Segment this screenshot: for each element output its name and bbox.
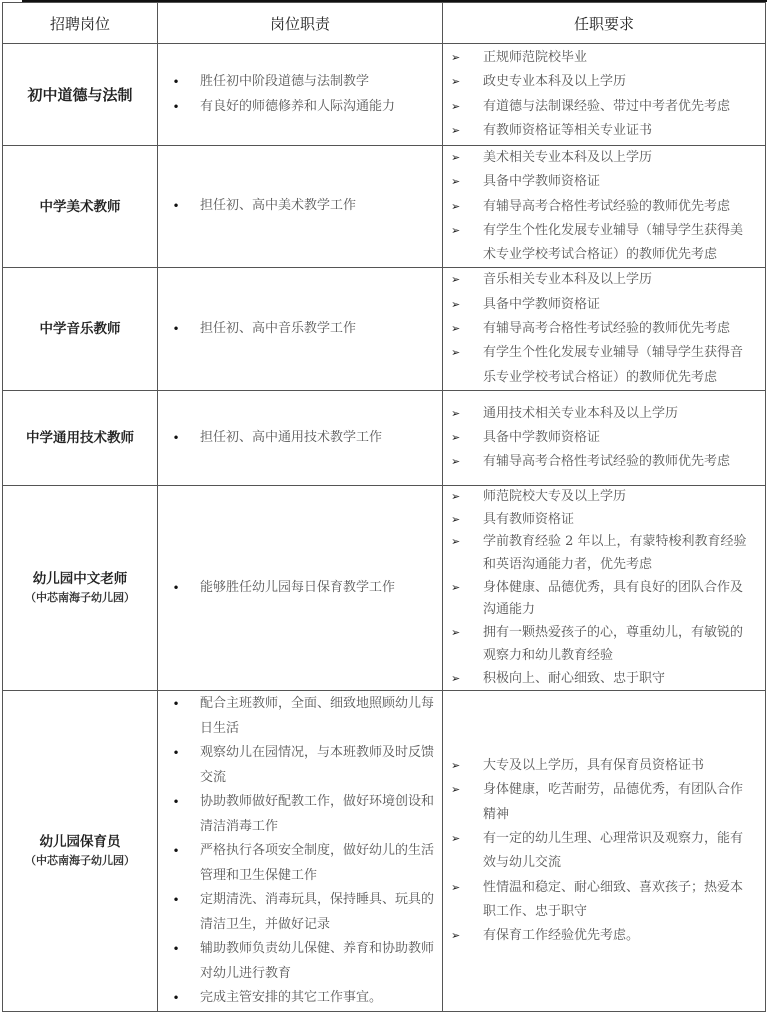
duty-text: 担任初、高中通用技术教学工作 — [200, 429, 383, 445]
arrow-bullet-icon: ➢ — [451, 455, 461, 469]
requirement-text: 通用技术相关专业本科及以上学历 — [483, 405, 679, 421]
arrow-bullet-icon: ➢ — [451, 322, 461, 336]
duties-list — [158, 692, 442, 1011]
requirement-text: 具备中学教师资格证 — [483, 296, 601, 312]
duty-text: 严格执行各项安全制度，做好幼儿的生活管理和卫生保健工作 — [200, 843, 435, 883]
requirement-text: 有教师资格证等相关专业证书 — [483, 122, 653, 138]
arrow-bullet-icon: ➢ — [451, 626, 461, 640]
requirements-list — [443, 402, 765, 475]
requirement-item — [443, 531, 765, 576]
table-row — [3, 268, 766, 390]
duties-list — [158, 317, 442, 342]
duty-text: 能够胜任幼儿园每日保育教学工作 — [200, 579, 396, 595]
arrow-bullet-icon: ➢ — [451, 99, 461, 113]
requirement-item — [443, 170, 765, 194]
duty-item — [158, 839, 442, 888]
table-row — [3, 691, 766, 1012]
requirement-text: 有辅导高考合格性考试经验的教师优先考虑 — [483, 198, 731, 214]
bullet-dot-icon: • — [172, 844, 180, 859]
duty-item — [158, 70, 442, 95]
duty-text: 定期清洗、消毒玩具，保持睡具、玩具的清洁卫生，并做好记录 — [200, 892, 435, 932]
duties-cell — [158, 268, 443, 390]
duty-text: 担任初、高中美术教学工作 — [200, 198, 357, 214]
requirement-text: 具备中学教师资格证 — [483, 429, 601, 445]
duty-item — [158, 426, 442, 451]
arrow-bullet-icon: ➢ — [451, 489, 461, 503]
requirement-item — [443, 778, 765, 827]
header-position: 招聘岗位 — [3, 3, 158, 44]
position-cell — [3, 146, 158, 268]
arrow-bullet-icon: ➢ — [451, 880, 461, 894]
duties-list — [158, 426, 442, 451]
requirement-item — [443, 146, 765, 170]
bullet-dot-icon: • — [172, 430, 180, 445]
arrow-bullet-icon: ➢ — [451, 783, 461, 797]
requirement-text: 学前教育经验 2 年以上，有蒙特梭利教育经验和英语沟通能力者，优先考虑 — [483, 534, 747, 573]
arrow-bullet-icon: ➢ — [451, 580, 461, 594]
requirement-text: 有道德与法制课经验、带过中考者优先考虑 — [483, 98, 731, 114]
bullet-dot-icon: • — [172, 795, 180, 810]
duty-text: 胜任初中阶段道德与法制教学 — [200, 74, 370, 89]
requirement-text: 有学生个性化发展专业辅导（辅导学生获得美术专业学校考试合格证）的教师优先考虑 — [483, 222, 744, 263]
arrow-bullet-icon: ➢ — [451, 535, 461, 549]
arrow-bullet-icon: ➢ — [451, 759, 461, 773]
arrow-bullet-icon: ➢ — [451, 406, 461, 420]
requirement-item — [443, 577, 765, 622]
duties-list — [158, 194, 442, 219]
bullet-dot-icon: • — [172, 580, 180, 595]
requirement-text: 政史专业本科及以上学历 — [483, 74, 627, 90]
bullet-dot-icon: • — [172, 697, 180, 712]
duty-text: 有良好的师德修养和人际沟通能力 — [200, 98, 396, 114]
duty-item — [158, 986, 442, 1011]
requirement-text: 师范院校大专及以上学历 — [483, 488, 627, 504]
requirement-item — [443, 486, 765, 509]
requirement-item — [443, 268, 765, 292]
requirement-item — [443, 426, 765, 450]
position-subtitle: （中芯南海子幼儿园） — [25, 591, 135, 605]
table-row — [3, 146, 766, 268]
requirement-text: 正规师范院校毕业 — [483, 49, 588, 65]
bullet-dot-icon: • — [172, 942, 180, 957]
header-row — [3, 3, 766, 44]
arrow-bullet-icon: ➢ — [451, 929, 461, 943]
duties-cell — [158, 691, 443, 1012]
requirement-item — [443, 70, 765, 94]
requirement-text: 有学生个性化发展专业辅导（辅导学生获得音乐专业学校考试合格证）的教师优先考虑 — [483, 345, 744, 385]
requirement-text: 大专及以上学历，具有保育员资格证书 — [483, 758, 705, 774]
arrow-bullet-icon: ➢ — [451, 151, 461, 164]
header-duties: 岗位职责 — [158, 3, 443, 44]
arrow-bullet-icon: ➢ — [451, 512, 461, 526]
requirements-cell — [443, 390, 766, 485]
requirements-list — [443, 146, 765, 267]
bullet-dot-icon: • — [172, 321, 180, 336]
requirement-text: 有辅导高考合格性考试经验的教师优先考虑 — [483, 454, 731, 470]
arrow-bullet-icon: ➢ — [451, 671, 461, 685]
requirements-list — [443, 754, 765, 948]
duty-item — [158, 937, 442, 986]
duties-list — [158, 576, 442, 601]
duty-item — [158, 692, 442, 741]
bullet-dot-icon: • — [172, 199, 180, 214]
bullet-dot-icon: • — [172, 746, 180, 761]
duty-text: 完成主管安排的其它工作事宜。 — [200, 990, 383, 1006]
requirement-item — [443, 924, 765, 948]
requirement-item — [443, 46, 765, 70]
requirement-item — [443, 622, 765, 667]
position-subtitle: （中芯南海子幼儿园） — [25, 854, 135, 868]
requirements-list — [443, 486, 765, 690]
position-title: 中学通用技术教师 — [26, 429, 134, 446]
position-cell — [3, 44, 158, 146]
position-cell — [3, 390, 158, 485]
duty-text: 观察幼儿在园情况，与本班教师及时反馈交流 — [200, 745, 435, 785]
requirement-text: 有保育工作经验优先考虑。 — [483, 928, 640, 944]
duty-item — [158, 741, 442, 790]
requirements-list — [443, 46, 765, 143]
bullet-dot-icon: • — [172, 75, 180, 89]
position-title: 幼儿园中文老师 — [32, 571, 128, 588]
arrow-bullet-icon: ➢ — [451, 832, 461, 845]
arrow-bullet-icon: ➢ — [451, 297, 461, 311]
requirements-cell — [443, 485, 766, 690]
table-row — [3, 485, 766, 690]
arrow-bullet-icon: ➢ — [451, 123, 461, 137]
requirement-text: 音乐相关专业本科及以上学历 — [483, 272, 653, 288]
arrow-bullet-icon: ➢ — [451, 223, 461, 237]
table-row — [3, 44, 766, 146]
duty-item — [158, 790, 442, 839]
arrow-bullet-icon: ➢ — [451, 346, 461, 360]
position-title: 幼儿园保育员 — [39, 834, 121, 851]
position-title: 中学美术教师 — [39, 198, 121, 215]
duty-text: 辅助教师负责幼儿保健、养育和协助教师对幼儿进行教育 — [200, 941, 435, 981]
duties-cell — [158, 485, 443, 690]
duty-text: 配合主班教师，全面、细致地照顾幼儿每日生活 — [200, 696, 435, 736]
duty-text: 担任初、高中音乐教学工作 — [200, 320, 357, 336]
recruitment-table — [2, 2, 766, 1012]
header-requirements: 任职要求 — [443, 3, 766, 44]
requirement-text: 性情温和稳定、耐心细致、喜欢孩子；热爱本职工作、忠于职守 — [483, 879, 744, 919]
requirement-text: 有一定的幼儿生理、心理常识及观察力，能有效与幼儿交流 — [483, 831, 744, 871]
duty-item — [158, 95, 442, 120]
requirement-item — [443, 317, 765, 341]
duties-cell — [158, 146, 443, 268]
requirement-text: 具有教师资格证 — [483, 511, 575, 527]
requirement-item — [443, 195, 765, 219]
requirement-item — [443, 876, 765, 925]
bullet-dot-icon: • — [172, 99, 180, 114]
duty-text: 协助教师做好配教工作，做好环境创设和清洁消毒工作 — [200, 794, 435, 834]
requirement-item — [443, 509, 765, 532]
arrow-bullet-icon: ➢ — [451, 273, 461, 287]
requirements-cell — [443, 146, 766, 268]
requirements-cell — [443, 268, 766, 390]
table-row — [3, 390, 766, 485]
arrow-bullet-icon: ➢ — [451, 75, 461, 89]
requirement-item — [443, 95, 765, 119]
requirement-item — [443, 293, 765, 317]
duty-item — [158, 194, 442, 219]
requirements-cell — [443, 44, 766, 146]
duties-list — [158, 70, 442, 119]
requirement-text: 身体健康，吃苦耐劳，品德优秀，有团队合作精神 — [483, 782, 744, 822]
requirement-text: 积极向上、耐心细致、忠于职守 — [483, 670, 666, 686]
duty-item — [158, 317, 442, 342]
duty-item — [158, 888, 442, 937]
requirement-item — [443, 668, 765, 691]
position-cell — [3, 268, 158, 390]
bullet-dot-icon: • — [172, 893, 180, 908]
arrow-bullet-icon: ➢ — [451, 199, 461, 213]
requirement-item — [443, 341, 765, 390]
requirement-item — [443, 119, 765, 143]
arrow-bullet-icon: ➢ — [451, 175, 461, 189]
requirement-text: 美术相关专业本科及以上学历 — [483, 150, 653, 165]
arrow-bullet-icon: ➢ — [451, 50, 461, 64]
duty-item — [158, 576, 442, 601]
position-cell — [3, 485, 158, 690]
requirements-cell — [443, 691, 766, 1012]
position-title: 初中道德与法制 — [27, 85, 133, 104]
duties-cell — [158, 390, 443, 485]
arrow-bullet-icon: ➢ — [451, 430, 461, 444]
requirement-item — [443, 827, 765, 876]
requirement-text: 具备中学教师资格证 — [483, 174, 601, 190]
duties-cell — [158, 44, 443, 146]
requirement-item — [443, 402, 765, 426]
position-title: 中学音乐教师 — [39, 321, 121, 338]
requirement-item — [443, 754, 765, 778]
position-cell — [3, 691, 158, 1012]
bullet-dot-icon: • — [172, 991, 180, 1006]
requirements-list — [443, 268, 765, 389]
requirement-text: 有辅导高考合格性考试经验的教师优先考虑 — [483, 321, 731, 337]
requirement-item — [443, 219, 765, 268]
requirement-text: 身体健康、品德优秀，具有良好的团队合作及沟通能力 — [483, 579, 744, 618]
requirement-text: 拥有一颗热爱孩子的心，尊重幼儿，有敏锐的观察力和幼儿教育经验 — [483, 625, 744, 663]
requirement-item — [443, 450, 765, 474]
